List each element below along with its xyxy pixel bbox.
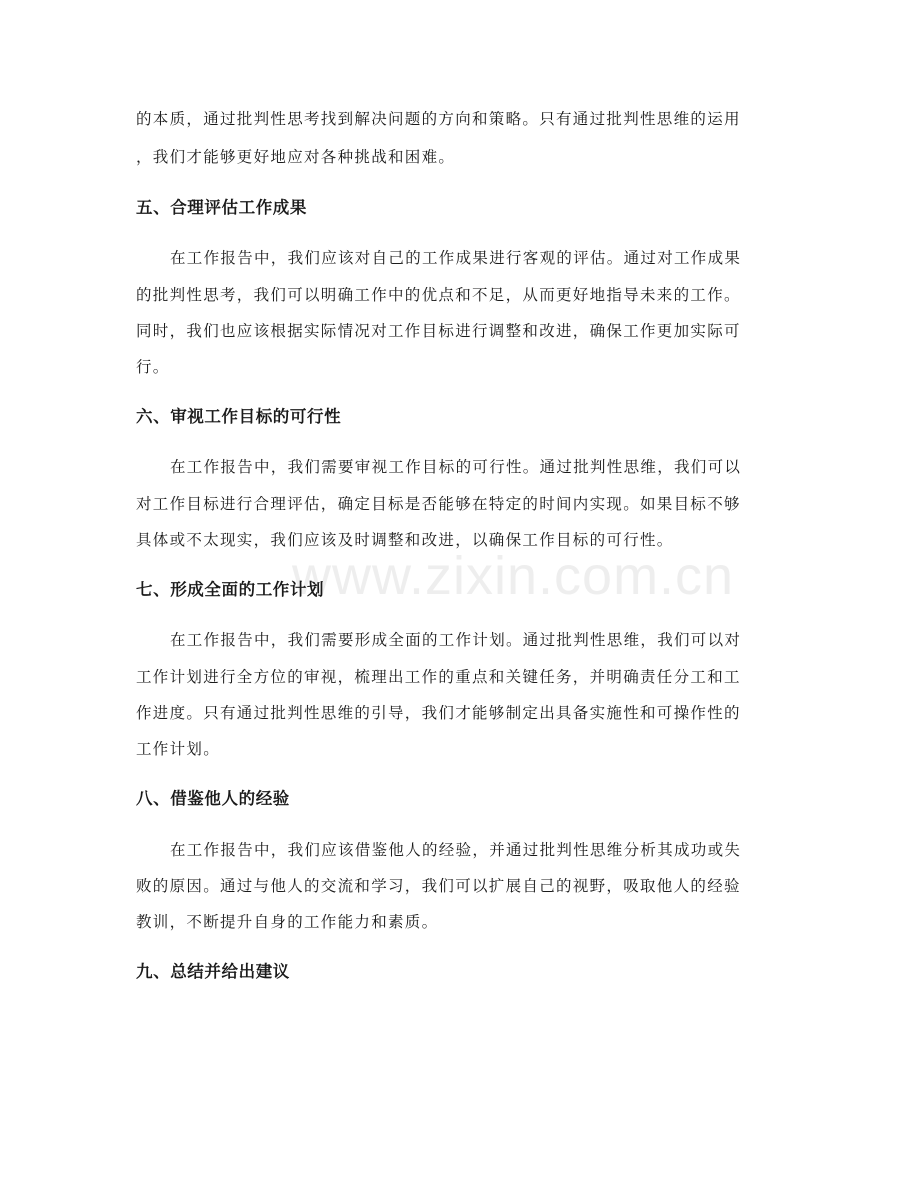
section-heading: 七、形成全面的工作计划 (136, 580, 325, 599)
section-heading: 六、审视工作目标的可行性 (136, 407, 342, 426)
watermark: www.zixin.com.cn (292, 546, 735, 606)
paragraph-line: 教训，不断提升自身的工作能力和素质。 (136, 913, 439, 931)
paragraph-line: 行。 (136, 358, 170, 376)
section-heading: 八、借鉴他人的经验 (136, 789, 290, 808)
paragraph-line: 在工作报告中，我们需要审视工作目标的可行性。通过批判性思维，我们可以 (170, 458, 742, 476)
paragraph-line: 具体或不太现实，我们应该及时调整和改进，以确保工作目标的可行性。 (136, 531, 674, 549)
paragraph-line: 的批判性思考，我们可以明确工作中的优点和不足，从而更好地指导未来的工作。 (136, 286, 741, 304)
paragraph-line: 工作计划进行全方位的审视，梳理出工作的重点和关键任务，并明确责任分工和工 (136, 668, 741, 686)
section-heading: 九、总结并给出建议 (136, 962, 290, 981)
paragraph-line: 工作计划。 (136, 740, 221, 758)
section-heading: 五、合理评估工作成果 (136, 198, 307, 217)
paragraph-line: 在工作报告中，我们应该对自己的工作成果进行客观的评估。通过对工作成果 (170, 249, 742, 267)
paragraph-line: 败的原因。通过与他人的交流和学习，我们可以扩展自己的视野，吸取他人的经验 (136, 877, 741, 895)
paragraph-line: 在工作报告中，我们需要形成全面的工作计划。通过批判性思维，我们可以对 (170, 631, 742, 649)
paragraph-line: 同时，我们也应该根据实际情况对工作目标进行调整和改进，确保工作更加实际可 (136, 322, 741, 340)
paragraph-line: 对工作目标进行合理评估，确定目标是否能够在特定的时间内实现。如果目标不够 (136, 495, 741, 513)
intro-line: 的本质，通过批判性思考找到解决问题的方向和策略。只有通过批判性思维的运用 (136, 110, 741, 128)
paragraph-line: 作进度。只有通过批判性思维的引导，我们才能够制定出具备实施性和可操作性的 (136, 704, 741, 722)
paragraph-line: 在工作报告中，我们应该借鉴他人的经验，并通过批判性思维分析其成功或失 (170, 841, 742, 859)
intro-line: ，我们才能够更好地应对各种挑战和困难。 (136, 148, 456, 166)
